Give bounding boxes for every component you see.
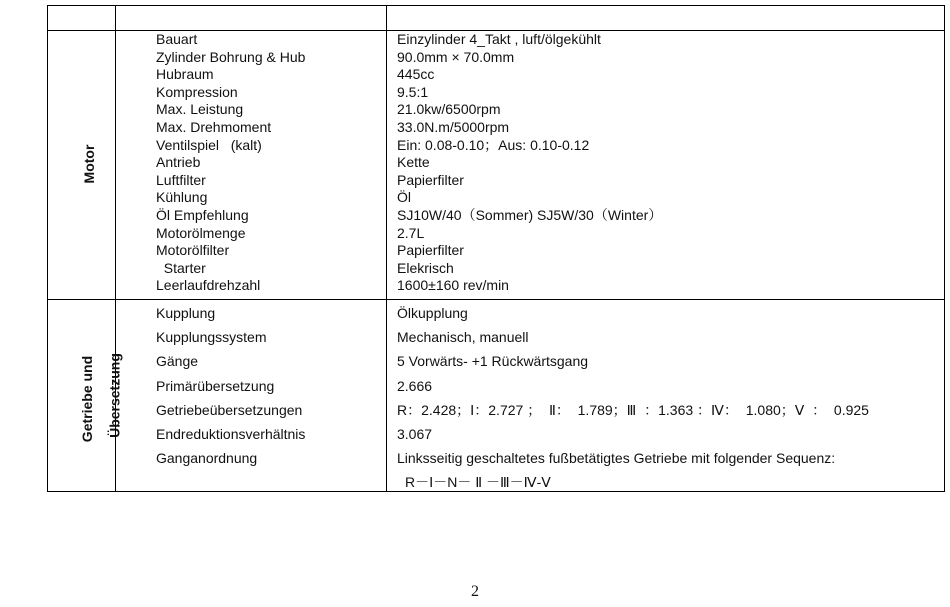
motor-name-13: Starter	[156, 259, 206, 276]
motor-value-10: SJ10W/40（Sommer) SJ5W/30（Winter）	[397, 206, 663, 223]
section-label-getriebe: Getriebe und	[79, 355, 95, 443]
section-divider	[48, 299, 944, 300]
motor-value-14: 1600±160 rev/min	[397, 277, 509, 294]
getriebe-name-2: Gänge	[156, 353, 199, 370]
motor-value-13: Elekrisch	[397, 259, 454, 276]
getriebe-value-5: 3.067	[397, 425, 433, 442]
motor-value-9: Öl	[397, 189, 411, 206]
getriebe-value-0: Ölkupplung	[397, 305, 468, 321]
getriebe-value-3: 2.666	[397, 377, 433, 394]
motor-value-5: 33.0N.m/5000rpm	[397, 118, 510, 135]
getriebe-name-3: Primärübersetzung	[156, 377, 275, 394]
motor-name-8: Luftfilter	[156, 171, 206, 188]
getriebe-value-1: Mechanisch, manuell	[397, 329, 529, 346]
motor-name-3: Kompression	[156, 83, 238, 100]
motor-name-1: Zylinder Bohrung & Hub	[156, 48, 306, 65]
getriebe-values-list	[397, 301, 869, 495]
getriebe-value-7: R－Ⅰ－N－ Ⅱ －Ⅲ－Ⅳ-Ⅴ	[405, 474, 551, 491]
motor-value-12: Papierfilter	[397, 242, 464, 259]
motor-value-11: 2.7L	[397, 224, 425, 241]
motor-value-6: Ein: 0.08-0.10；Aus: 0.10-0.12	[397, 136, 590, 153]
getriebe-value-2: 5 Vorwärts- +1 Rückwärtsgang	[397, 353, 589, 370]
motor-value-4: 21.0kw/6500rpm	[397, 101, 501, 118]
motor-name-11: Motorölmenge	[156, 224, 246, 241]
motor-name-0: Bauart	[156, 31, 198, 47]
getriebe-names-list	[156, 301, 305, 495]
getriebe-name-1: Kupplungssystem	[156, 329, 267, 346]
column-divider-2	[386, 6, 387, 491]
getriebe-name-5: Endreduktionsverhältnis	[156, 425, 306, 442]
motor-name-14: Leerlaufdrehzahl	[156, 277, 261, 294]
section-label-getriebe-partial: Übersetzung	[106, 353, 123, 438]
getriebe-name-0: Kupplung	[156, 305, 216, 321]
motor-name-4: Max. Leistung	[156, 101, 244, 118]
getriebe-value-4: R：2.428；Ⅰ：2.727 ； Ⅱ： 1.789；Ⅲ ：1.363 ：Ⅳ： 1.080；Ⅴ ： 0.925	[397, 401, 869, 418]
page-number: 2	[471, 583, 479, 600]
motor-name-12: Motorölfilter	[156, 242, 230, 259]
spec-table	[47, 5, 945, 492]
motor-values-list	[397, 31, 662, 295]
motor-value-2: 445cc	[397, 66, 435, 83]
motor-value-0: Einzylinder 4_Takt , luft/ölgekühlt	[397, 31, 601, 47]
motor-name-10: Öl Empfehlung	[156, 206, 249, 223]
motor-name-5: Max. Drehmoment	[156, 118, 272, 135]
getriebe-name-4: Getriebeübersetzungen	[156, 401, 303, 418]
motor-name-6: Ventilspiel (kalt)	[156, 136, 262, 153]
motor-value-3: 9.5:1	[397, 83, 429, 100]
motor-name-9: Kühlung	[156, 189, 208, 206]
getriebe-name-6: Ganganordnung	[156, 450, 258, 467]
motor-name-2: Hubraum	[156, 66, 214, 83]
getriebe-value-6: Linksseitig geschaltetes fußbetätigtes Getriebe mit folgender Sequenz:	[397, 450, 836, 467]
motor-value-8: Papierfilter	[397, 171, 464, 188]
motor-names-list	[156, 31, 305, 295]
motor-value-1: 90.0mm × 70.0mm	[397, 48, 515, 65]
section-label-motor: Motor	[81, 144, 97, 184]
motor-name-7: Antrieb	[156, 154, 201, 171]
getriebe-name-7	[156, 470, 305, 494]
motor-value-7: Kette	[397, 154, 430, 171]
